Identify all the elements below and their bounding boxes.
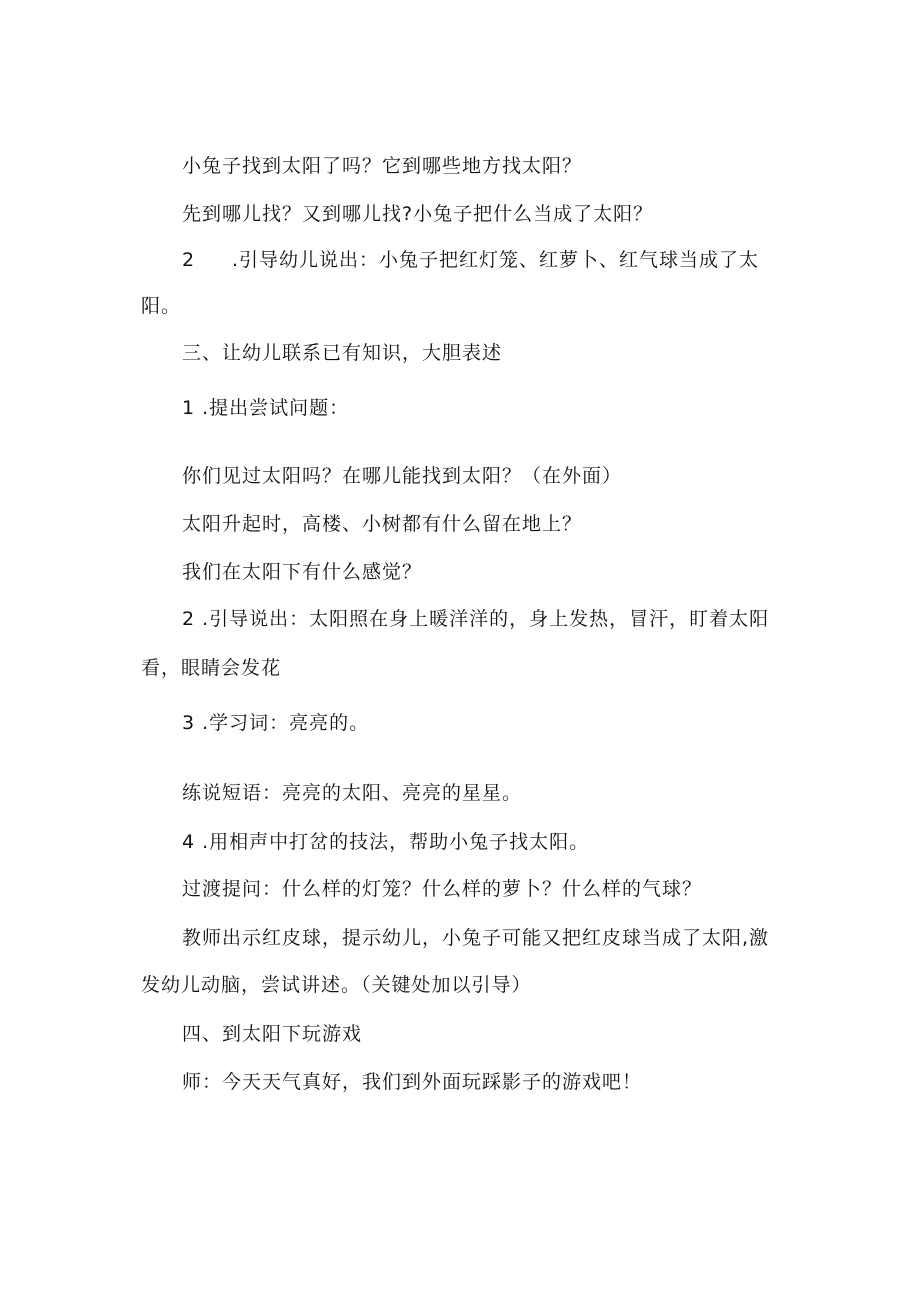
paragraph-line: 3 .学习词：亮亮的。 [182,712,370,734]
section-heading: 三、让幼儿联系已有知识，大胆表述 [182,342,503,364]
paragraph-line: 教师出示红皮球，提示幼儿，小兔子可能又把红皮球当成了太阳,激 [182,927,770,949]
list-number: 2 [182,249,196,271]
paragraph-line: 小兔子找到太阳了吗？它到哪些地方找太阳？ [182,155,583,177]
paragraph-line: 我们在太阳下有什么感觉？ [182,561,423,583]
paragraph-line: 看，眼睛会发花 [141,657,282,679]
paragraph-line: 过渡提问：什么样的灯笼？什么样的萝卜？什么样的气球？ [182,878,703,900]
paragraph-line: 发幼儿动脑，尝试讲述。（关键处加以引导） [141,974,532,996]
paragraph-line: 师：今天天气真好，我们到外面玩踩影子的游戏吧！ [182,1071,643,1093]
paragraph-line: 太阳升起时，高楼、小树都有什么留在地上？ [182,513,583,535]
paragraph-line: 4 .用相声中打岔的技法，帮助小兔子找太阳。 [182,831,590,853]
paragraph-line: 你们见过太阳吗？在哪儿能找到太阳？（在外面） [182,465,623,487]
paragraph-line: .引导幼儿说出：小兔子把红灯笼、红萝卜、红气球当成了太 [232,249,760,271]
section-heading: 四、到太阳下玩游戏 [182,1023,363,1045]
paragraph-line: 先到哪儿找？又到哪儿找?小兔子把什么当成了太阳？ [182,203,654,225]
paragraph-line: 练说短语：亮亮的太阳、亮亮的星星。 [182,782,523,804]
paragraph-line: 阳。 [141,295,182,317]
paragraph-line: 1 .提出尝试问题： [182,397,350,419]
paragraph-line: 2 .引导说出：太阳照在身上暖洋洋的，身上发热，冒汗，盯着太阳 [182,608,770,630]
